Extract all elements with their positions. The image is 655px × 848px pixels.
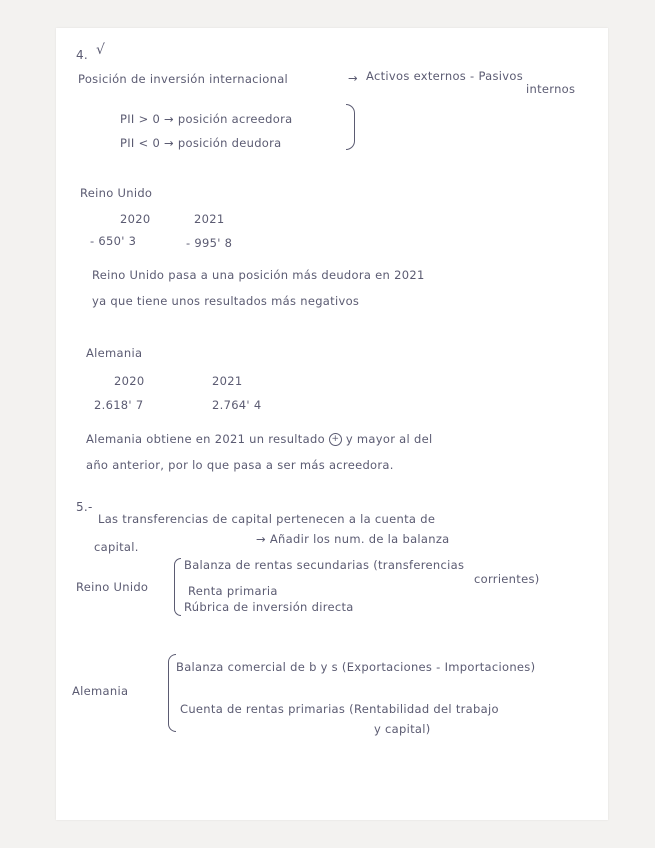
q5-uk-label: Reino Unido (76, 580, 149, 594)
q5-uk-item-2: Renta primaria (188, 584, 278, 598)
rule-negative: PII < 0 → posición deudora (120, 136, 282, 150)
de-conclusion-line-1a: Alemania obtiene en 2021 un resultado (86, 432, 325, 446)
check-mark-icon: √ (96, 42, 106, 58)
de-conclusion-line-1b: y mayor al del (345, 432, 433, 446)
pii-definition-right-cont: internos (526, 82, 576, 96)
q5-annotation: → Añadir los num. de la balanza (256, 532, 450, 546)
pii-definition-right: Activos externos - Pasivos (366, 69, 524, 83)
notebook-page (56, 28, 608, 820)
de-conclusion-line-2: año anterior, por lo que pasa a ser más acreedora. (86, 458, 394, 472)
de-conclusion-line-1 (86, 432, 432, 446)
rules-brace (346, 104, 355, 150)
q5-de-item-2-cont: y capital) (374, 722, 431, 736)
uk-value-2021: - 995' 8 (186, 236, 233, 250)
q5-uk-item-1-cont: corrientes) (474, 572, 540, 586)
pii-definition-left: Posición de inversión internacional (78, 72, 289, 86)
de-year-2021: 2021 (212, 374, 243, 388)
uk-section-title: Reino Unido (80, 186, 153, 200)
arrow-icon: → (348, 71, 358, 85)
question-5-number: 5.- (76, 500, 93, 514)
question-4-number: 4. (76, 48, 89, 62)
uk-value-2020: - 650' 3 (90, 234, 137, 248)
q5-de-label: Alemania (72, 684, 129, 698)
uk-conclusion-line-1: Reino Unido pasa a una posición más deudora en 2021 (92, 268, 425, 282)
q5-uk-brace (174, 558, 181, 616)
uk-year-2021: 2021 (194, 212, 225, 226)
q5-de-brace (168, 654, 176, 732)
rule-positive: PII > 0 → posición acreedora (120, 112, 293, 126)
de-value-2020: 2.618' 7 (94, 398, 144, 412)
plus-circle-icon: + (329, 433, 342, 446)
q5-intro-line-1: Las transferencias de capital pertenecen a la cuenta de (98, 512, 436, 526)
q5-intro-line-2: capital. (94, 540, 139, 554)
de-section-title: Alemania (86, 346, 143, 360)
de-value-2021: 2.764' 4 (212, 398, 262, 412)
uk-conclusion-line-2: ya que tiene unos resultados más negativos (92, 294, 360, 308)
q5-uk-item-1: Balanza de rentas secundarias (transferencias (184, 558, 465, 572)
q5-de-item-2: Cuenta de rentas primarias (Rentabilidad del trabajo (180, 702, 499, 716)
uk-year-2020: 2020 (120, 212, 151, 226)
de-year-2020: 2020 (114, 374, 145, 388)
q5-de-item-1: Balanza comercial de b y s (Exportaciones - Importaciones) (176, 660, 536, 674)
q5-uk-item-3: Rúbrica de inversión directa (184, 600, 354, 614)
